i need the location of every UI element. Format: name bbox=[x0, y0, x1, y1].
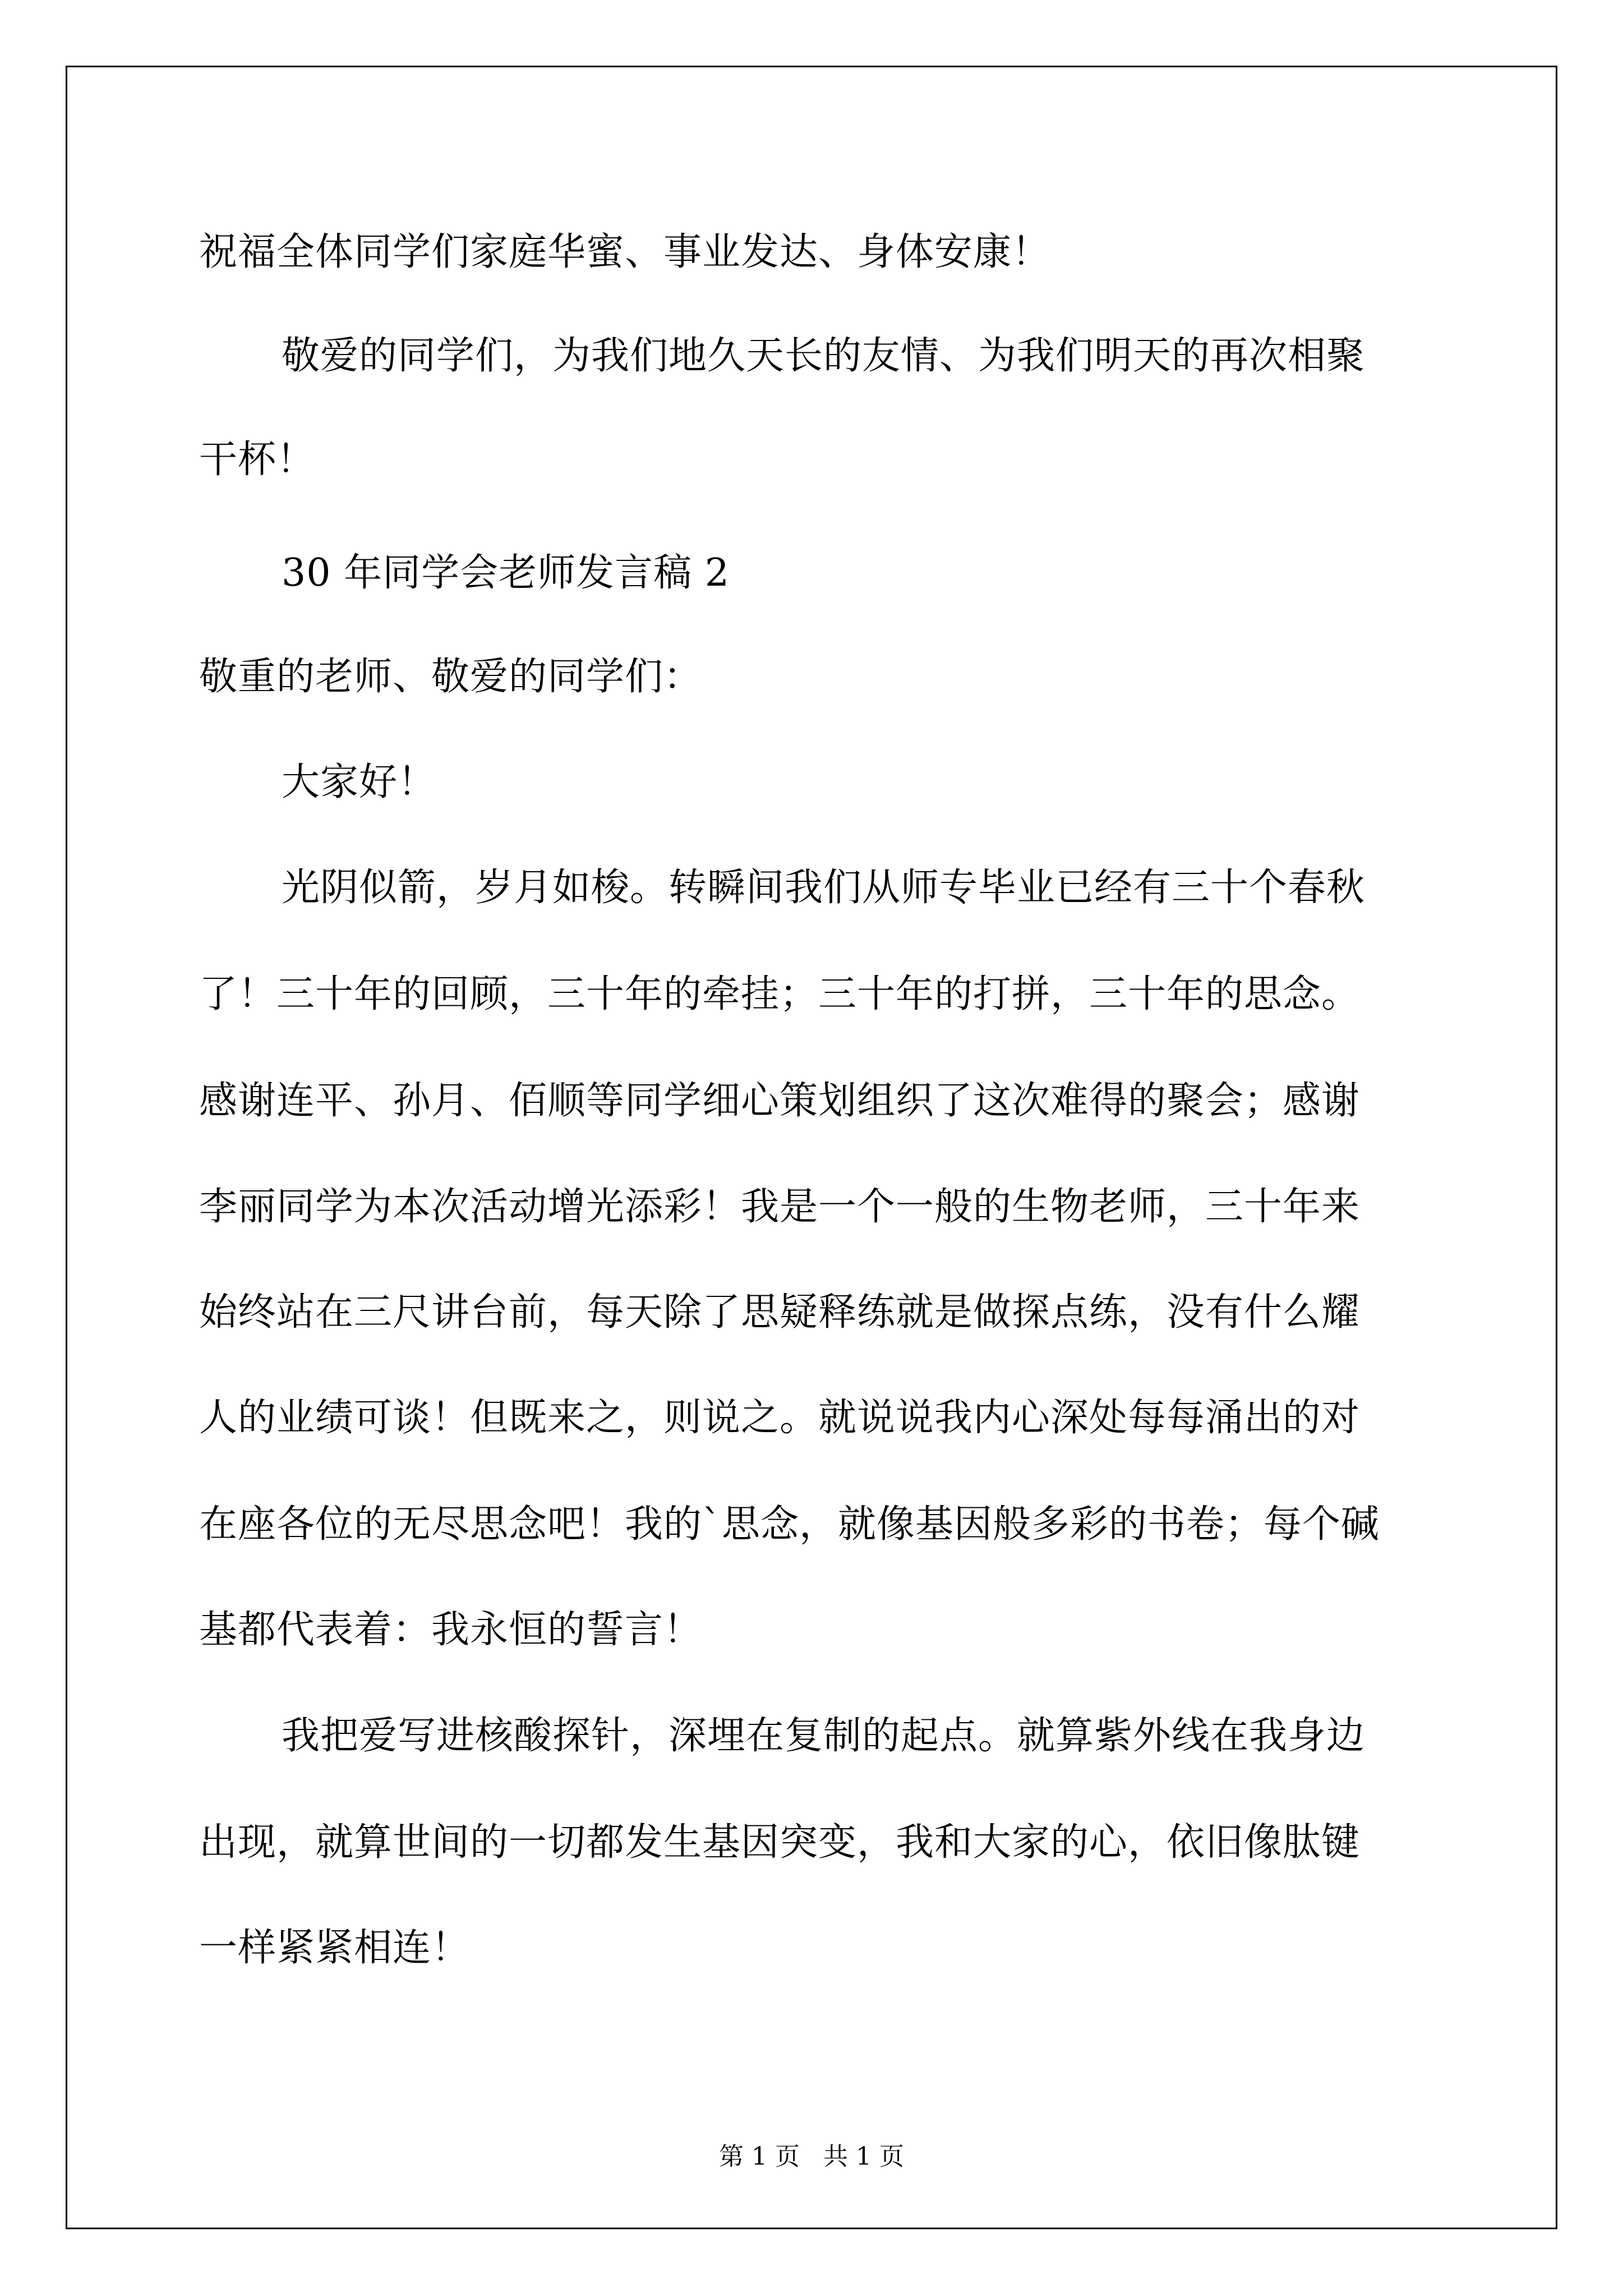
text-line: 始终站在三尺讲台前，每天除了思疑释练就是做探点练，没有什么耀 bbox=[199, 1290, 1361, 1335]
section-heading: 30 年同学会老师发言稿 2 bbox=[282, 551, 730, 595]
text-line: 人的业绩可谈！但既来之，则说之。就说说我内心深处每每涌出的对 bbox=[199, 1396, 1361, 1440]
greeting: 大家好！ bbox=[282, 760, 437, 804]
text-line: 一样紧紧相连！ bbox=[199, 1926, 471, 1970]
text-line: 在座各位的无尽思念吧！我的`思念，就像基因般多彩的书卷；每个碱 bbox=[199, 1502, 1380, 1547]
page-border bbox=[66, 66, 1557, 2229]
text-line: 敬爱的同学们，为我们地久天长的友情、为我们明天的再次相聚 bbox=[282, 334, 1366, 378]
text-line: 干杯！ bbox=[199, 438, 316, 482]
text-line: 感谢连平、孙月、佰顺等同学细心策划组织了这次难得的聚会；感谢 bbox=[199, 1079, 1361, 1123]
text-line: 李丽同学为本次活动增光添彩！我是一个一般的生物老师，三十年来 bbox=[199, 1185, 1361, 1229]
page-footer: 第 1 页 共 1 页 bbox=[719, 2142, 904, 2171]
text-line: 祝福全体同学们家庭华蜜、事业发达、身体安康！ bbox=[199, 230, 1051, 274]
text-line: 我把爱写进核酸探针，深埋在复制的起点。就算紫外线在我身边 bbox=[282, 1714, 1366, 1758]
text-line: 光阴似箭，岁月如梭。转瞬间我们从师专毕业已经有三十个春秋 bbox=[282, 866, 1366, 910]
text-line: 了！三十年的回顾，三十年的牵挂；三十年的打拼，三十年的思念。 bbox=[199, 972, 1361, 1016]
text-line: 基都代表着：我永恒的誓言！ bbox=[199, 1608, 703, 1652]
salutation: 敬重的老师、敬爱的同学们： bbox=[199, 655, 703, 699]
text-line: 出现，就算世间的一切都发生基因突变，我和大家的心，依旧像肽键 bbox=[199, 1820, 1361, 1865]
